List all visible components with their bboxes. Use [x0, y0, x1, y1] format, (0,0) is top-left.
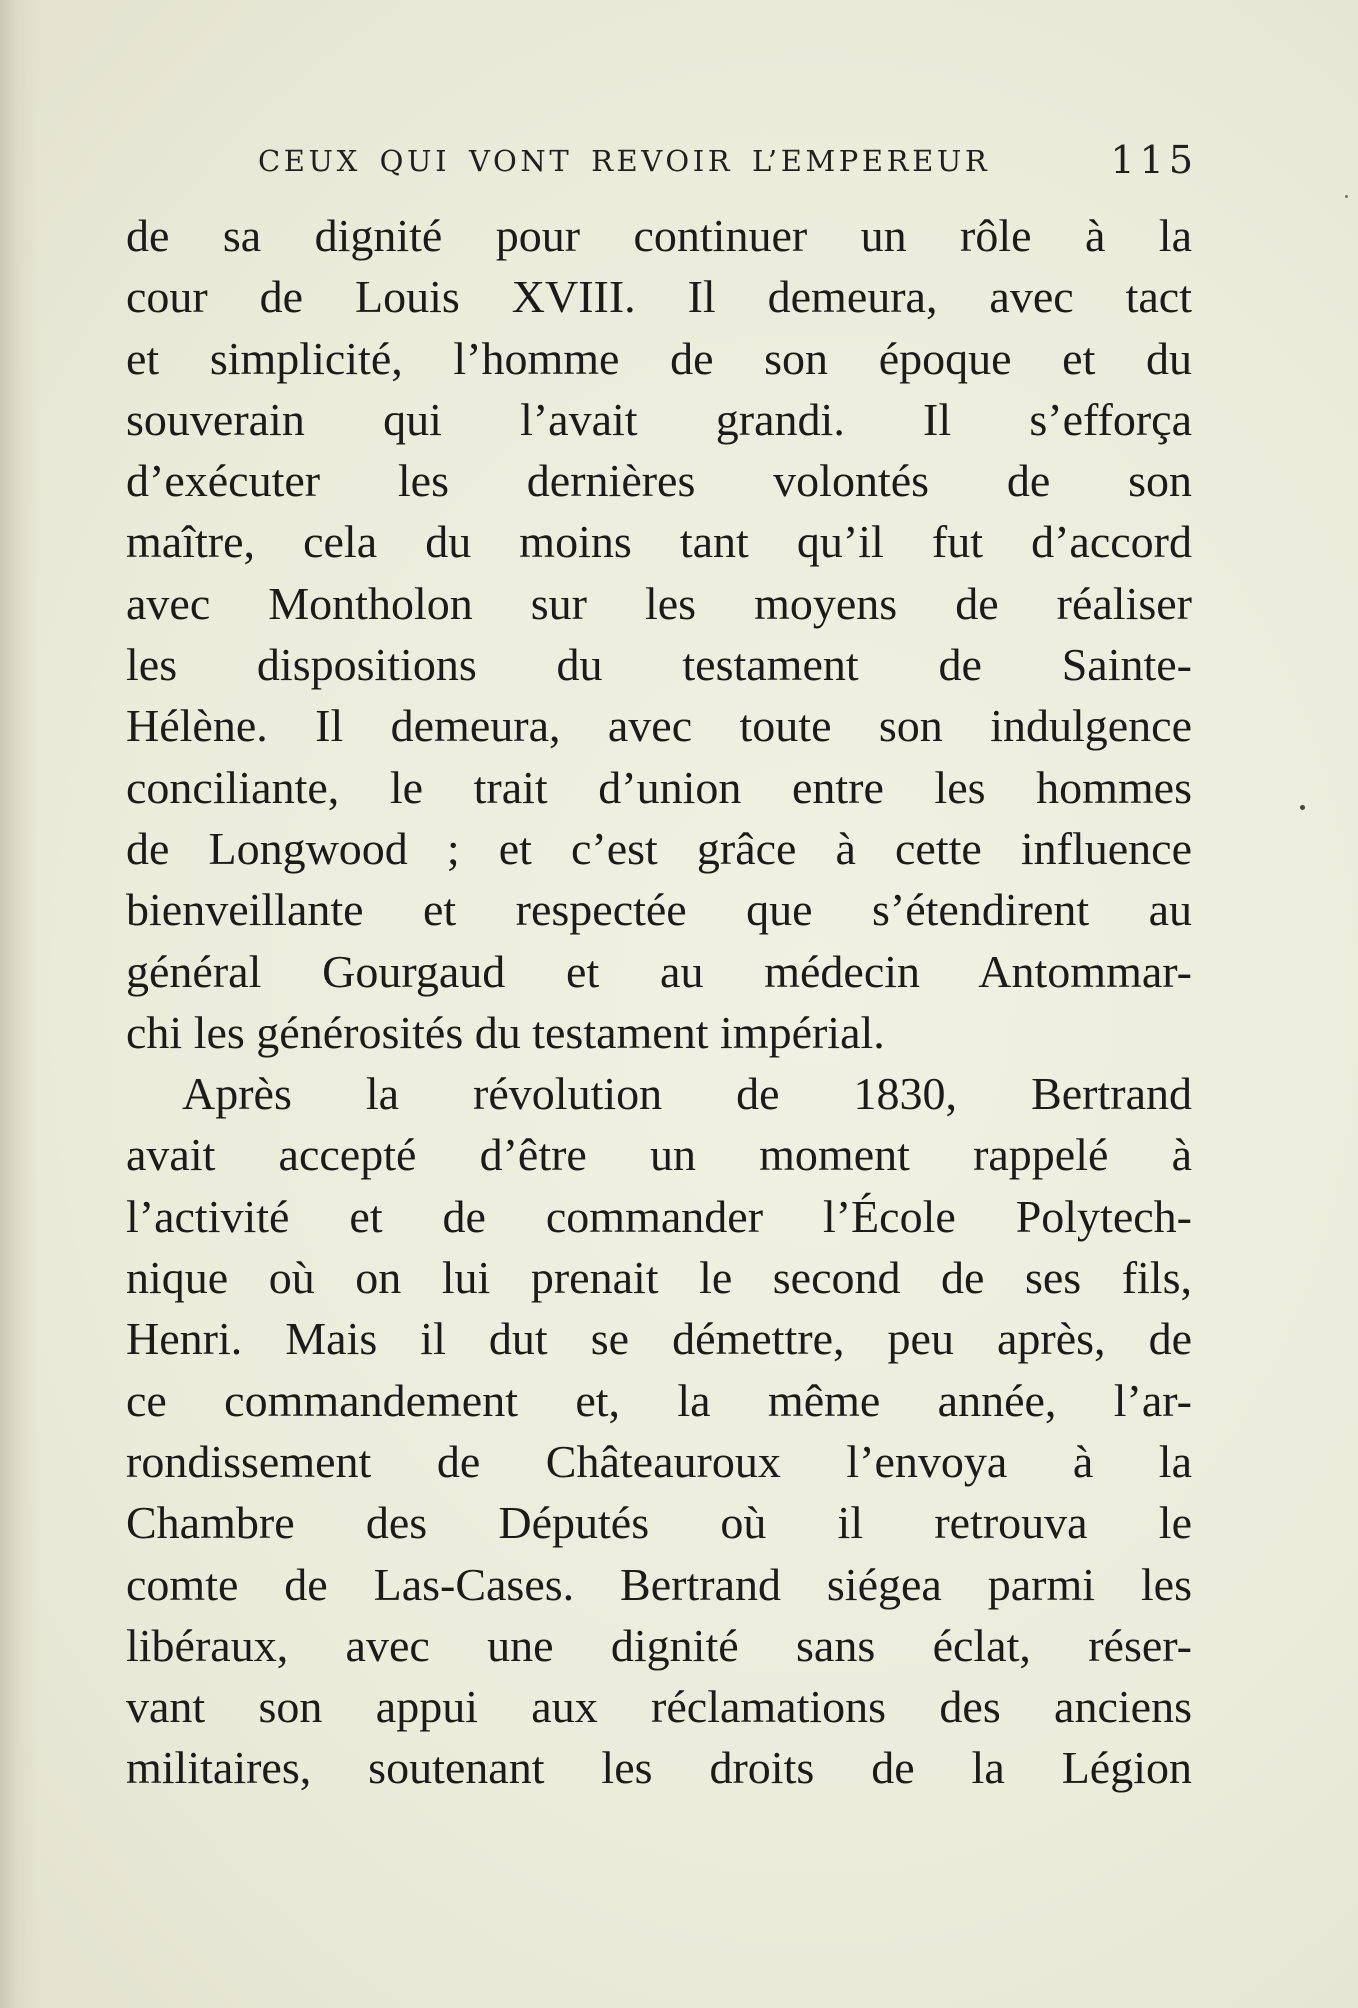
- running-title: CEUX QUI VONT REVOIR L’EMPEREUR: [258, 144, 991, 178]
- text-line: comte de Las-Cases. Bertrand siégea parmi les: [126, 1558, 1192, 1610]
- page-number: 115: [1110, 138, 1198, 182]
- text-line: général Gourgaud et au médecin Antommar-: [126, 945, 1192, 997]
- paper-speck: [1300, 805, 1305, 810]
- text-line: d’exécuter les dernières volontés de son: [126, 455, 1192, 507]
- text-line-paragraph-start: Après la révolution de 1830, Bertrand: [182, 1068, 1192, 1120]
- text-line: avec Montholon sur les moyens de réaliser: [126, 577, 1192, 629]
- text-line: l’activité et de commander l’École Polytech-: [126, 1190, 1192, 1242]
- text-line: vant son appui aux réclamations des anciens: [126, 1681, 1192, 1733]
- text-line: Hélène. Il demeura, avec toute son indulgence: [126, 700, 1192, 752]
- text-line: maître, cela du moins tant qu’il fut d’accord: [126, 516, 1192, 568]
- text-line: libéraux, avec une dignité sans éclat, réser-: [126, 1619, 1192, 1671]
- text-line: nique où on lui prenait le second de ses fils,: [126, 1252, 1192, 1304]
- text-line: cour de Louis XVIII. Il demeura, avec tact: [126, 271, 1192, 323]
- text-line: rondissement de Châteauroux l’envoya à la: [126, 1435, 1192, 1487]
- text-line: et simplicité, l’homme de son époque et du: [126, 332, 1192, 384]
- body-text: [126, 205, 1192, 1799]
- text-line-paragraph-end: chi les générosités du testament impérial.: [126, 1006, 885, 1058]
- running-head: [258, 140, 1198, 190]
- text-line: conciliante, le trait d’union entre les hommes: [126, 761, 1192, 813]
- binding-shadow: [0, 0, 40, 2008]
- text-line: bienveillante et respectée que s’étendirent au: [126, 884, 1192, 936]
- text-line: Chambre des Députés où il retrouva le: [126, 1497, 1192, 1549]
- text-line: militaires, soutenant les droits de la Légion: [126, 1742, 1192, 1794]
- text-line: les dispositions du testament de Sainte-: [126, 639, 1192, 691]
- text-line: ce commandement et, la même année, l’ar-: [126, 1374, 1192, 1426]
- text-line: avait accepté d’être un moment rappelé à: [126, 1129, 1192, 1181]
- text-line: de Longwood ; et c’est grâce à cette influence: [126, 822, 1192, 874]
- paper-speck: [1345, 195, 1348, 198]
- text-line: de sa dignité pour continuer un rôle à la: [126, 210, 1192, 261]
- text-line: souverain qui l’avait grandi. Il s’efforça: [126, 393, 1192, 445]
- text-line: Henri. Mais il dut se démettre, peu après, de: [126, 1313, 1192, 1365]
